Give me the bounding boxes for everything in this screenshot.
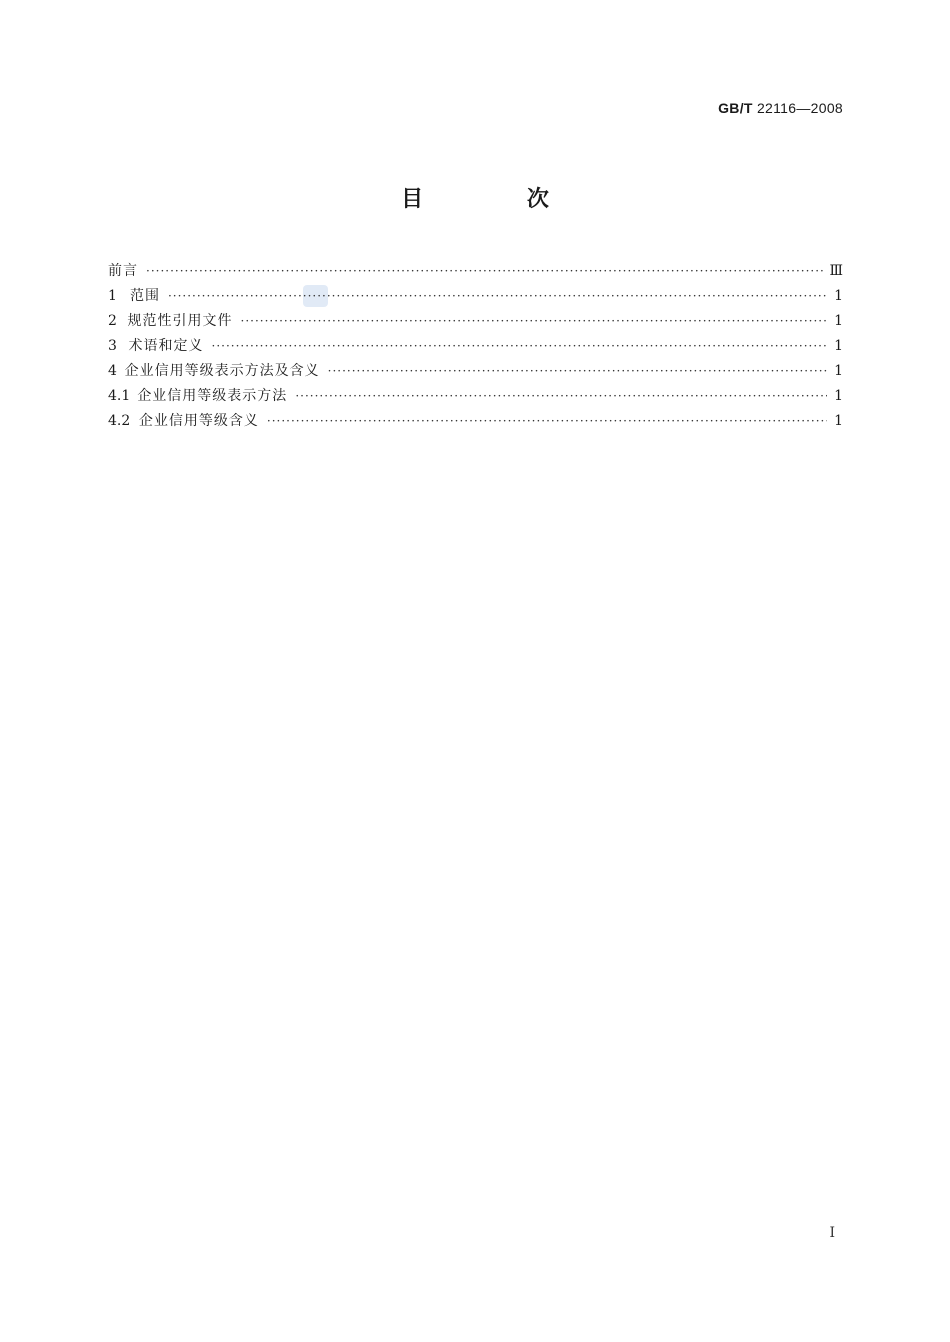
- toc-entry-label: 前言: [108, 263, 138, 279]
- toc-entry-label: 企业信用等级表示方法及含义: [124, 363, 320, 379]
- toc-entry-label: 术语和定义: [128, 338, 204, 354]
- toc-entry-page: 1: [834, 388, 843, 404]
- toc-entry-4-2[interactable]: [108, 409, 843, 434]
- toc-entry-number: 4.2: [108, 413, 131, 429]
- toc-entry-4-1[interactable]: [108, 384, 843, 409]
- standard-code: [718, 100, 843, 116]
- standard-prefix: GB/T: [718, 100, 753, 116]
- toc-entry-label: 范围: [129, 288, 160, 304]
- toc-leader-dots: [241, 309, 827, 334]
- toc-entry-page: 1: [834, 313, 843, 329]
- page-title: 目 次: [401, 187, 597, 212]
- toc-leader-dots: [328, 359, 827, 384]
- toc-entry-page: 1: [834, 338, 843, 354]
- toc-leader-dots: [267, 409, 827, 434]
- toc-entry-page: 1: [834, 288, 843, 304]
- toc-entry-number: 2: [108, 313, 117, 329]
- toc-entry-label: 企业信用等级含义: [138, 413, 259, 429]
- toc-entry-number: 1: [108, 288, 117, 304]
- toc-leader-dots: [212, 334, 827, 359]
- standard-number: 22116—2008: [756, 100, 843, 116]
- toc-entry-label: 企业信用等级表示方法: [137, 388, 288, 404]
- table-of-contents: [108, 259, 843, 434]
- toc-entry-3[interactable]: [108, 334, 843, 359]
- toc-entry-page: 1: [834, 363, 843, 379]
- toc-entry-label: 规范性引用文件: [127, 313, 233, 329]
- toc-leader-dots: [168, 284, 827, 309]
- toc-entry-2[interactable]: [108, 309, 843, 334]
- toc-entry-page: 1: [834, 413, 843, 429]
- toc-entry-1[interactable]: [108, 284, 843, 309]
- toc-entry-number: 4.1: [108, 388, 131, 404]
- toc-leader-dots: [146, 259, 823, 284]
- toc-entry-page: Ⅲ: [829, 263, 843, 279]
- toc-entry-preface[interactable]: [108, 259, 843, 284]
- toc-entry-number: 3: [108, 338, 117, 354]
- toc-entry-4[interactable]: [108, 359, 843, 384]
- toc-leader-dots: [295, 384, 827, 409]
- toc-entry-number: 4: [108, 363, 117, 379]
- page-number: I: [829, 1225, 835, 1241]
